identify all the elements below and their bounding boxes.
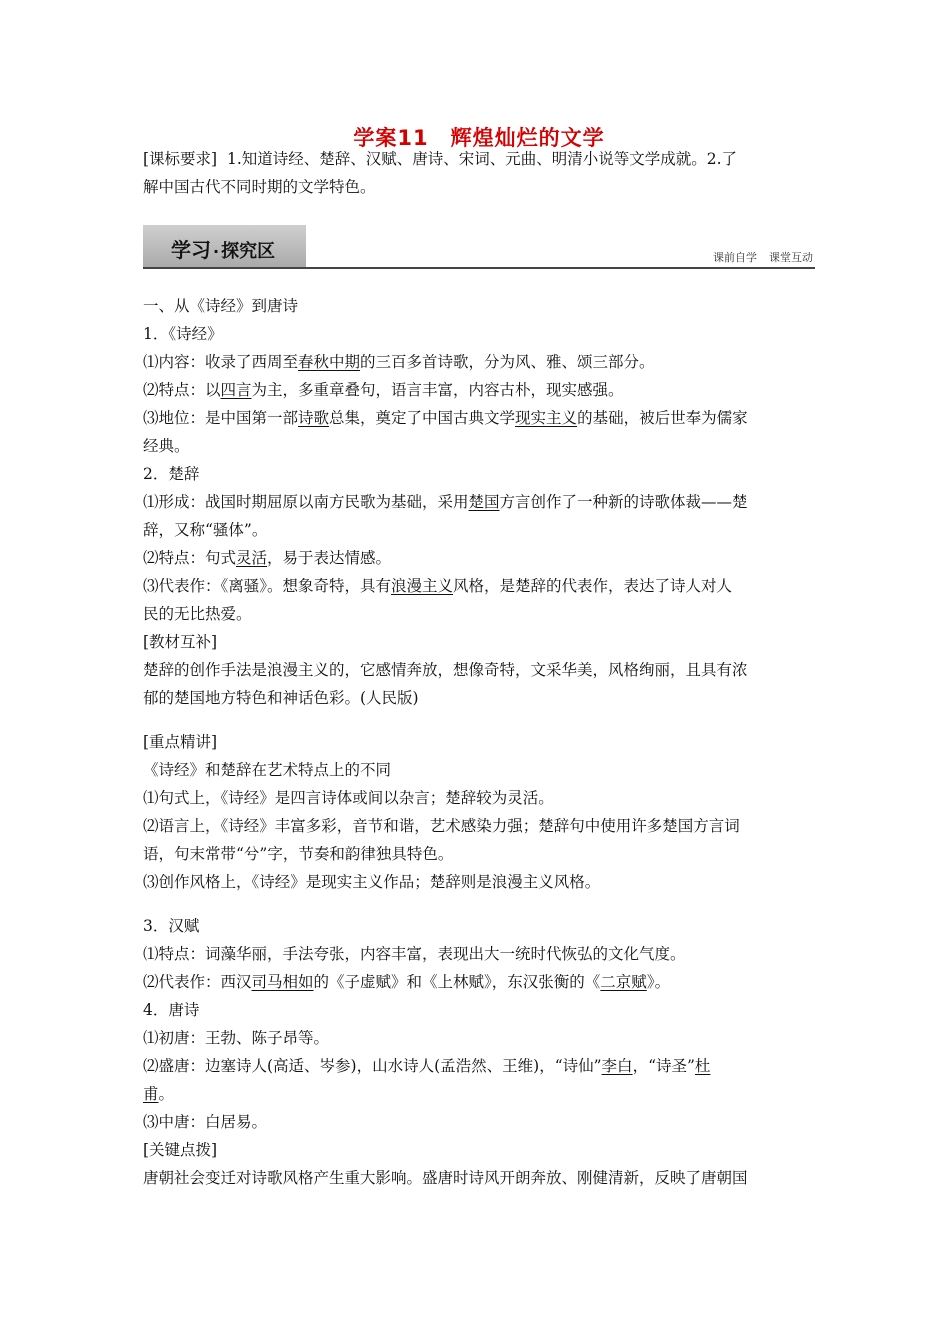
text-segment: ⑴特点：词藻华丽，手法夸张，内容丰富，表现出大一统时代恢弘的文化气度。: [143, 945, 686, 963]
text-line: [143, 656, 815, 684]
main-content: [143, 292, 815, 1192]
text-segment: 的三百多首诗歌，分为风、雅、颂三部分。: [360, 353, 655, 371]
text-segment: 》。: [646, 973, 671, 991]
text-segment: [关键点拨]: [143, 1141, 218, 1159]
text-segment: 民的无比热爱。: [143, 605, 252, 623]
text-segment: ，易于表达情感。: [267, 549, 392, 567]
text-line: [143, 488, 815, 516]
text-segment: 4．唐诗: [143, 1001, 200, 1019]
underlined-answer: 李白: [601, 1057, 633, 1075]
text-segment: ⑴形成：战国时期屈原以南方民歌为基础，采用: [143, 493, 469, 511]
text-line: [143, 432, 815, 460]
text-segment: ⑵盛唐：边塞诗人(高适、岑参)，山水诗人(孟浩然、王维)，“诗仙”: [143, 1057, 602, 1075]
text-segment: [重点精讲]: [143, 733, 218, 751]
underlined-answer: 二京赋: [600, 973, 647, 991]
underlined-answer: 楚国: [468, 493, 500, 511]
banner-dot: ·: [213, 242, 220, 261]
text-segment: 郁的楚国地方特色和神话色彩。(人民版): [143, 689, 419, 707]
text-line: [143, 1052, 815, 1080]
text-line: [143, 912, 815, 940]
page-title: 学案11 辉煌灿烂的文学: [353, 126, 605, 150]
text-segment: 唐朝社会变迁对诗歌风格产生重大影响。盛唐时诗风开朗奔放、刚健清新，反映了唐朝国: [143, 1169, 748, 1187]
requirement-text: 1.知道诗经、楚辞、汉赋、唐诗、宋词、元曲、明清小说等文学成就。2.了: [226, 150, 738, 168]
text-segment: 1．《诗经》: [143, 325, 223, 343]
text-segment: ⑶代表作：《离骚》。想象奇特，具有: [143, 577, 392, 595]
text-line: [143, 996, 815, 1024]
text-segment: 2．楚辞: [143, 465, 200, 483]
text-line: [143, 684, 815, 712]
text-line: [143, 572, 815, 600]
underlined-answer: 司马相如: [251, 973, 314, 991]
text-line: [143, 1024, 815, 1052]
banner-links: [701, 249, 813, 265]
text-segment: ⑵语言上，《诗经》丰富多彩，音节和谐，艺术感染力强；楚辞句中使用许多楚国方言词: [143, 817, 740, 835]
banner-main-text: 学习: [171, 238, 211, 262]
text-segment: ⑴内容：收录了西周至: [143, 353, 299, 371]
text-segment: 方言创作了一种新的诗歌体裁——楚: [499, 493, 748, 511]
text-segment: 一、从《诗经》到唐诗: [143, 297, 299, 315]
text-line: [143, 840, 815, 868]
requirement-text: 解中国古代不同时期的文学特色。: [143, 178, 376, 196]
text-segment: 《诗经》和楚辞在艺术特点上的不同: [143, 761, 392, 779]
text-segment: 风格，是楚辞的代表作，表达了诗人对人: [453, 577, 733, 595]
text-line: [143, 812, 815, 840]
text-segment: 。: [158, 1085, 175, 1103]
link-self-study[interactable]: 课前自学: [713, 251, 757, 264]
text-line: [143, 292, 815, 320]
text-segment: ⑵特点：句式: [143, 549, 237, 567]
text-line: [143, 784, 815, 812]
text-segment: ⑴句式上，《诗经》是四言诗体或间以杂言；楚辞较为灵活。: [143, 789, 554, 807]
text-segment: 总集，奠定了中国古典文学: [329, 409, 516, 427]
underlined-answer: 甫: [143, 1085, 159, 1103]
text-segment: ⑵代表作：西汉: [143, 973, 252, 991]
text-line: [143, 320, 815, 348]
underlined-answer: 四言: [220, 381, 252, 399]
text-line: [143, 460, 815, 488]
text-segment: ⑴初唐：王勃、陈子昂等。: [143, 1029, 330, 1047]
requirement-label: [课标要求]: [143, 150, 218, 168]
text-line: [143, 940, 815, 968]
text-line: [143, 348, 815, 376]
text-segment: 3．汉赋: [143, 917, 200, 935]
text-segment: 为主，多重章叠句，语言丰富，内容古朴，现实感强。: [251, 381, 624, 399]
text-segment: ，“诗圣”: [632, 1057, 695, 1075]
text-segment: 语，句末常带“兮”字，节奏和韵律独具特色。: [143, 845, 454, 863]
text-line: [143, 728, 815, 756]
text-line: [143, 1080, 815, 1108]
text-line: [143, 600, 815, 628]
underlined-answer: 现实主义: [515, 409, 578, 427]
banner-rule: [143, 267, 815, 269]
text-segment: ⑶地位：是中国第一部: [143, 409, 299, 427]
text-line: [143, 544, 815, 572]
requirement-line: [143, 145, 815, 173]
text-segment: 的《子虚赋》和《上林赋》，东汉张衡的《: [313, 973, 601, 991]
text-segment: ⑶中唐：白居易。: [143, 1113, 268, 1131]
text-segment: ⑵特点：以: [143, 381, 221, 399]
text-line: [143, 1164, 815, 1192]
text-line: [143, 756, 815, 784]
paragraph-gap: [143, 712, 815, 728]
underlined-answer: 诗歌: [298, 409, 330, 427]
underlined-answer: 春秋中期: [298, 353, 361, 371]
text-line: [143, 404, 815, 432]
text-line: [143, 628, 815, 656]
underlined-answer: 浪漫主义: [391, 577, 454, 595]
paragraph-gap: [143, 896, 815, 912]
text-line: [143, 868, 815, 896]
banner-title: [171, 234, 275, 263]
underlined-answer: 杜: [694, 1057, 711, 1075]
text-line: [143, 1108, 815, 1136]
text-segment: ⑶创作风格上，《诗经》是现实主义作品；楚辞则是浪漫主义风格。: [143, 873, 601, 891]
text-segment: 楚辞的创作手法是浪漫主义的，它感情奔放，想像奇特，文采华美，风格绚丽，且具有浓: [143, 661, 748, 679]
banner-sub-text: 探究区: [221, 241, 276, 262]
section-banner: [143, 225, 815, 269]
link-class-interaction[interactable]: 课堂互动: [769, 251, 813, 264]
text-segment: 辞，又称“骚体”。: [143, 521, 268, 539]
text-line: [143, 968, 815, 996]
underlined-answer: 灵活: [236, 549, 268, 567]
requirement-line: [143, 173, 815, 201]
text-segment: [教材互补]: [143, 633, 218, 651]
curriculum-requirement: [143, 145, 815, 201]
text-segment: 经典。: [143, 437, 190, 455]
text-line: [143, 1136, 815, 1164]
text-segment: 的基础，被后世奉为儒家: [577, 409, 748, 427]
text-line: [143, 516, 815, 544]
text-line: [143, 376, 815, 404]
